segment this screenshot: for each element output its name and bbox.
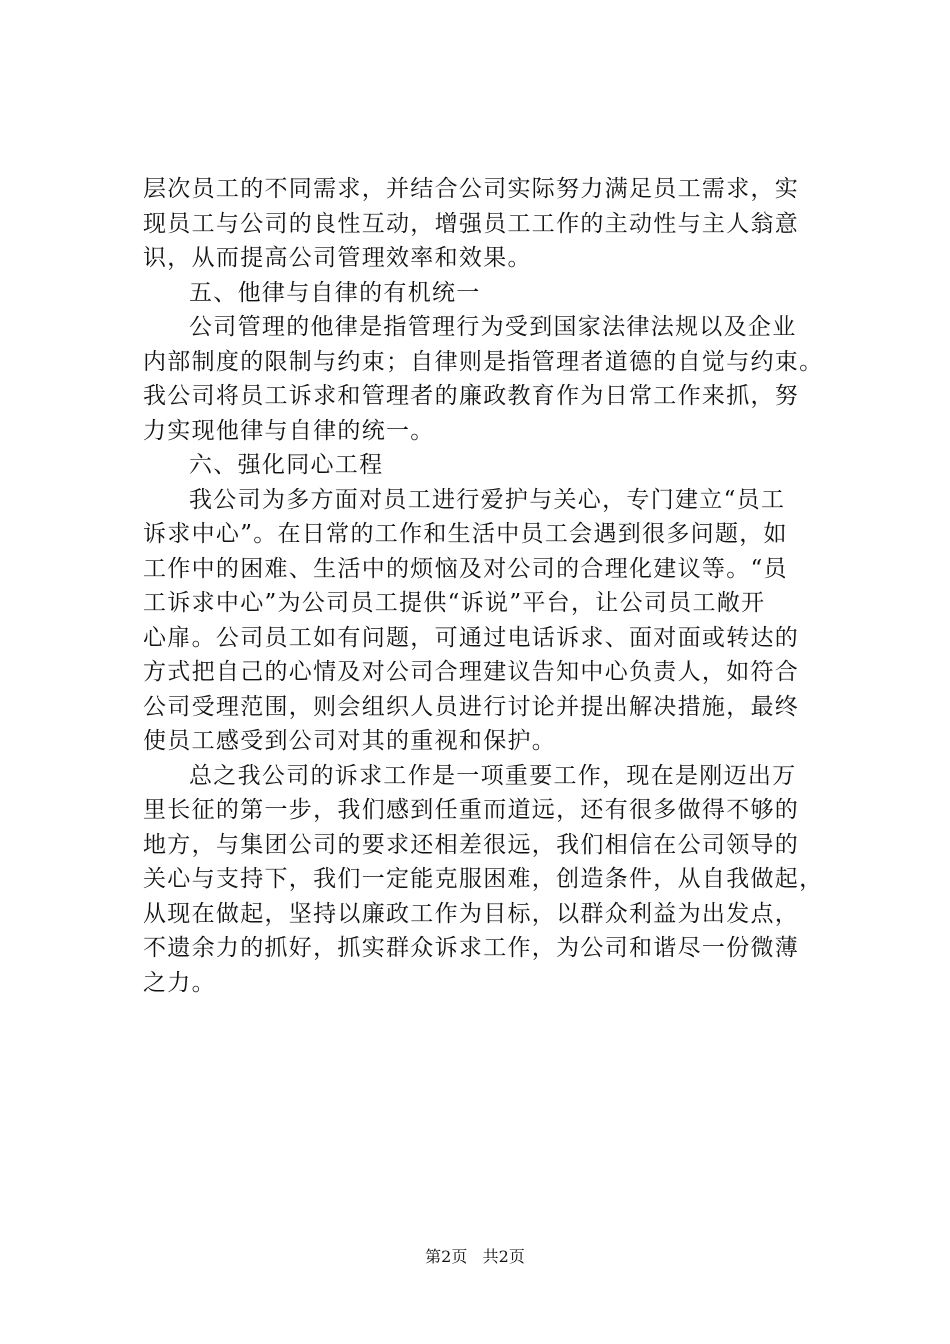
body-line-15: 方式把自己的心情及对公司合理建议告知中心负责人，如符合 <box>143 659 800 685</box>
body-line-13: 工诉求中心”为公司员工提供“诉说”平台，让公司员工敞开 <box>143 590 766 616</box>
section-heading-6: 六、强化同心工程 <box>189 452 384 478</box>
body-line-5: 公司管理的他律是指管理行为受到国家法律法规以及企业 <box>189 314 797 340</box>
body-line-7: 我公司将员工诉求和管理者的廉政教育作为日常工作来抓，努 <box>143 383 800 409</box>
body-line-12: 工作中的困难、生活中的烦恼及对公司的合理化建议等。“员 <box>143 555 788 582</box>
page-number-current: 第2页 <box>425 1247 468 1266</box>
body-line-19: 里长征的第一步，我们感到任重而道远，还有很多做得不够的 <box>143 797 800 823</box>
body-line-21: 关心与支持下，我们一定能克服困难，创造条件，从自我做起， <box>143 866 824 892</box>
body-line-3: 识，从而提高公司管理效率和效果。 <box>143 245 532 271</box>
body-line-22: 从现在做起，坚持以廉政工作为目标，以群众利益为出发点， <box>143 900 800 927</box>
body-line-6: 内部制度的限制与约束；自律则是指管理者道德的自觉与约束。 <box>143 348 824 375</box>
section-heading-5: 五、他律与自律的有机统一 <box>189 279 481 306</box>
body-line-8: 力实现他律与自律的统一。 <box>143 417 435 444</box>
document-body <box>143 172 843 1000</box>
body-line-11: 诉求中心”。在日常的工作和生活中员工会遇到很多问题，如 <box>143 521 788 547</box>
body-line-17: 使员工感受到公司对其的重视和保护。 <box>143 728 557 754</box>
body-line-2: 现员工与公司的良性互动，增强员工工作的主动性与主人翁意 <box>143 210 800 237</box>
body-line-23: 不遗余力的抓好，抓实群众诉求工作，为公司和谐尽一份微薄 <box>143 935 800 961</box>
body-line-16: 公司受理范围，则会组织人员进行讨论并提出解决措施，最终 <box>143 693 800 720</box>
body-line-10: 我公司为多方面对员工进行爱护与关心，专门建立“员工 <box>189 486 786 513</box>
body-line-18: 总之我公司的诉求工作是一项重要工作，现在是刚迈出万 <box>189 762 797 789</box>
body-line-1: 层次员工的不同需求，并结合公司实际努力满足员工需求，实 <box>143 176 800 202</box>
body-line-14: 心扉。公司员工如有问题，可通过电话诉求、面对面或转达的 <box>143 624 800 651</box>
page-number-total: 共2页 <box>482 1247 525 1266</box>
body-line-20: 地方，与集团公司的要求还相差很远，我们相信在公司领导的 <box>143 831 800 858</box>
body-line-24: 之力。 <box>143 969 216 996</box>
footer-spacer <box>472 1247 477 1267</box>
page-footer <box>0 1247 950 1267</box>
